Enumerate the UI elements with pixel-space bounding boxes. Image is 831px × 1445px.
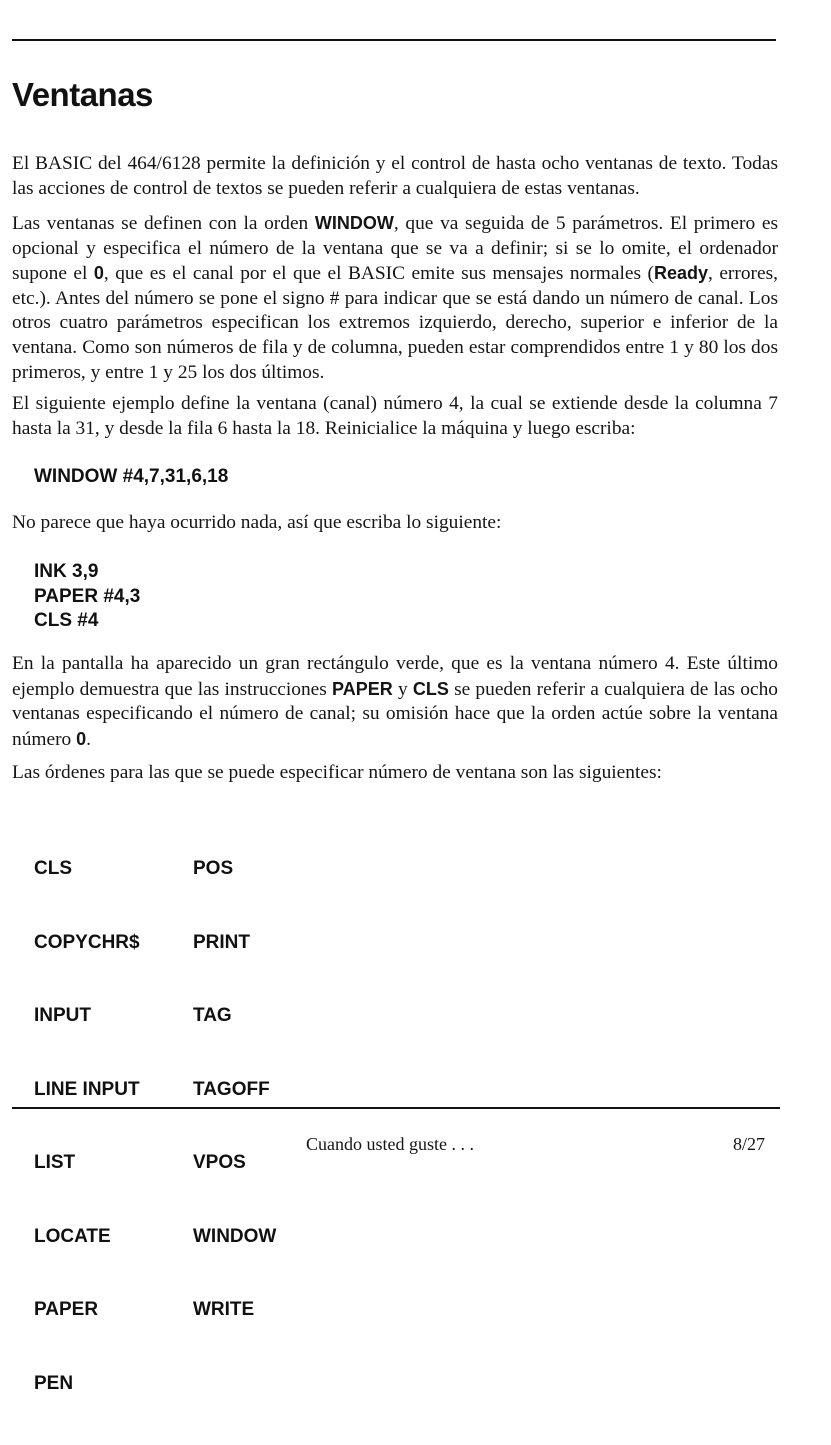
code-window-command: WINDOW #4,7,31,6,18 <box>34 466 229 487</box>
keyword-cls: CLS <box>412 678 449 699</box>
paragraph-intro: El BASIC del 464/6128 permite la definición y el control de hasta ocho ventanas de texto. Todas las acciones de control de textos se pueden referir a cualquiera de estas ventanas. <box>12 153 778 199</box>
text-fragment: , que es el canal por el que el BASIC emite sus mensajes normales ( <box>103 263 654 285</box>
command-item: WINDOW <box>193 1225 277 1247</box>
paragraph-window-definition <box>12 211 778 385</box>
text-fragment: se pueden referir a cualquiera de las ocho ventanas especificando el número de canal; su omisión hace que la orden actúe sobre la ventana número <box>12 678 779 750</box>
text-fragment: , que va seguida de 5 parámetros. El primero es opcional y especifica el número de la ventana que se va a definir; si se lo omite, el ordenador supone el <box>12 213 778 285</box>
paragraph-command-list-intro: Las órdenes para las que se puede especificar número de ventana son las siguientes: <box>12 762 662 783</box>
command-item: COPYCHR$ <box>34 931 140 953</box>
bottom-rule <box>12 1107 780 1109</box>
command-item: PAPER <box>34 1299 99 1320</box>
top-rule <box>12 39 776 41</box>
code-line: PAPER #4,3 <box>34 585 141 607</box>
keyword-zero: 0 <box>76 728 87 749</box>
text-fragment: y <box>392 678 413 700</box>
page-title: Ventanas <box>12 76 153 113</box>
paragraph-next-step: No parece que haya ocurrido nada, así que escriba lo siguiente: <box>12 512 502 533</box>
command-item: PRINT <box>193 931 250 953</box>
command-item: LIST <box>34 1152 76 1173</box>
text-fragment: , errores, etc.). Antes del número se pone el signo # para indicar que se está dando un número de canal. Los otros cuatro parámetros especifican los extremos izquierdo, derecho, superior e inferior de la ventana. Como son números de fila y de columna, pueden estar comprendidos entre 1 y 80 los dos primeros, y entre 1 y 25 los dos últimos. <box>12 263 778 383</box>
text-fragment: En la pantalla ha aparecido un gran rectángulo verde, que es la ventana número 4. Este último ejemplo demuestra que las instrucciones <box>12 653 778 700</box>
command-item: LOCATE <box>34 1225 111 1247</box>
command-list-left-column <box>34 808 140 1445</box>
command-list-right-column <box>193 808 276 1372</box>
page-number: 8/27 <box>733 1134 766 1154</box>
paragraph-example: El siguiente ejemplo define la ventana (canal) número 4, la cual se extiende desde la columna 7 hasta la 31, y desde la fila 6 hasta la 18. Reinicialice la máquina y luego escriba: <box>12 393 778 439</box>
command-item: LINE INPUT <box>34 1078 140 1100</box>
code-line: CLS #4 <box>34 610 99 631</box>
command-item: WRITE <box>193 1299 255 1320</box>
keyword-paper: PAPER <box>332 678 393 699</box>
command-item: VPOS <box>193 1152 246 1173</box>
text-fragment: . <box>86 728 91 750</box>
keyword-window: WINDOW <box>314 213 394 233</box>
paragraph-green-rectangle <box>12 652 778 752</box>
command-item: POS <box>193 858 234 879</box>
command-item: CLS <box>34 858 72 879</box>
keyword-ready: Ready <box>653 263 708 284</box>
code-line: INK 3,9 <box>34 561 99 582</box>
command-item: PEN <box>34 1372 74 1394</box>
keyword-zero: 0 <box>93 263 104 284</box>
command-item: INPUT <box>34 1005 91 1026</box>
text-fragment: Las ventanas se definen con la orden <box>12 213 315 234</box>
code-block-ink-paper-cls <box>34 560 140 634</box>
command-item: TAGOFF <box>193 1078 270 1100</box>
command-item: TAG <box>193 1005 232 1026</box>
footer-running-title: Cuando usted guste . . . <box>306 1134 474 1154</box>
